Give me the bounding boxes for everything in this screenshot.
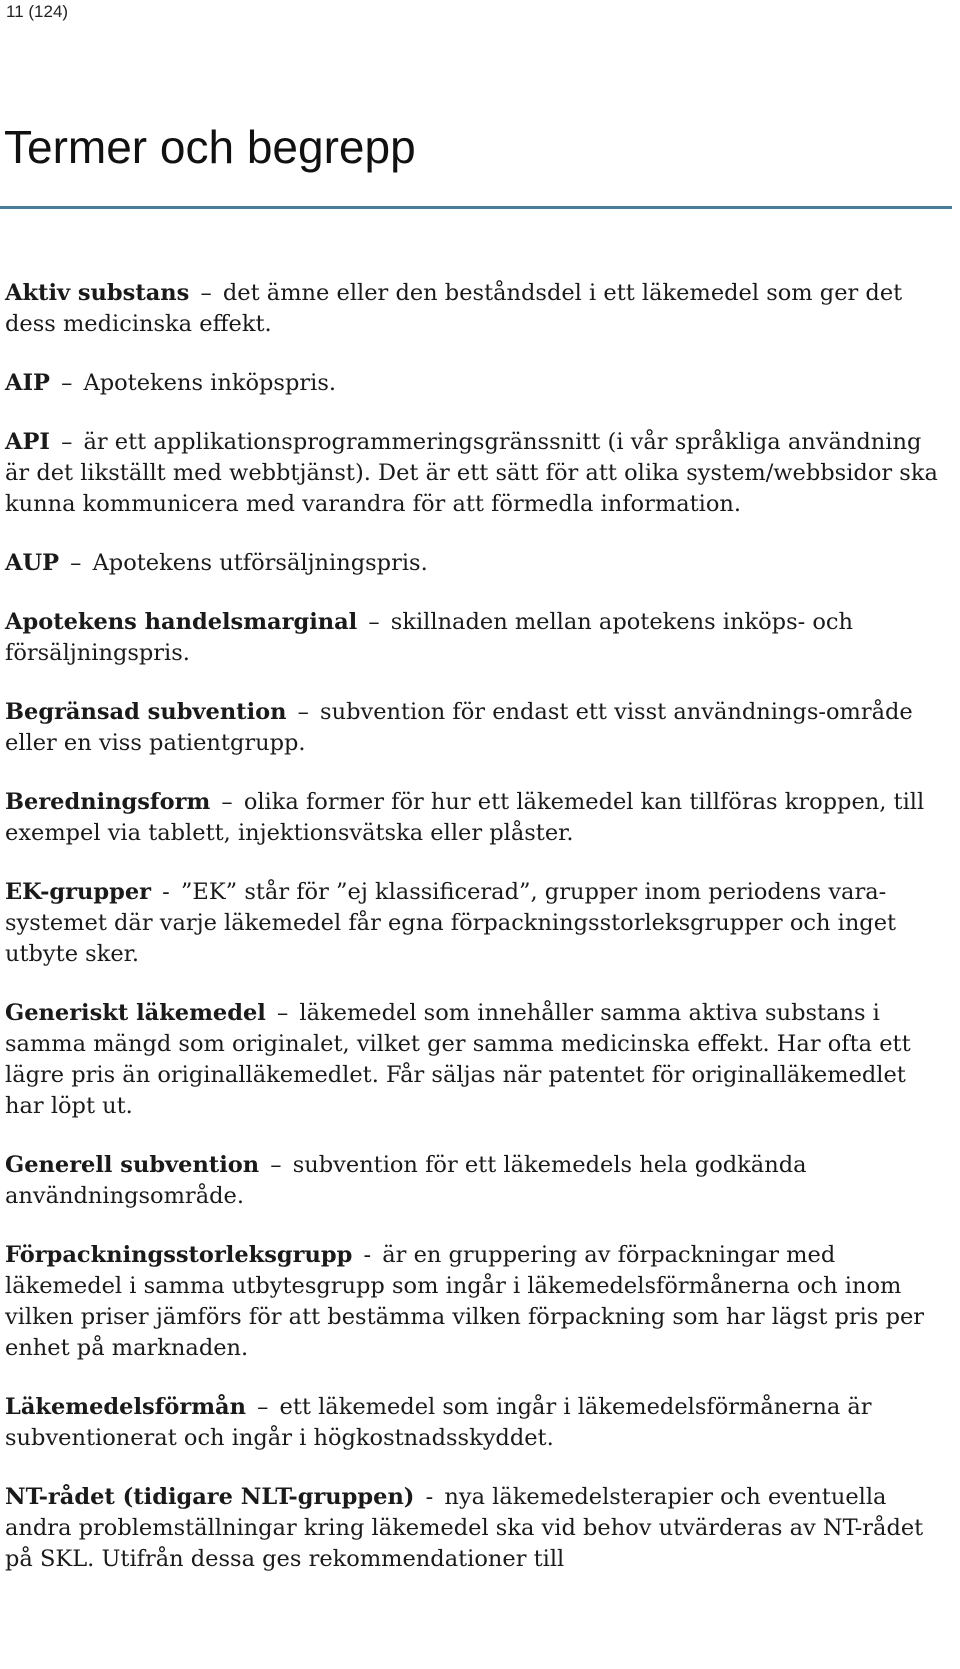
glossary-entry: [5, 548, 940, 579]
term-definition: ”EK” står för ”ej klassificerad”, grupper inom periodens vara-systemet där varje läkemedel får egna förpackningsstorleksgrupper och inget utbyte sker.: [5, 879, 897, 967]
term-separator: –: [200, 280, 212, 306]
term-name: Apotekens handelsmarginal: [5, 609, 358, 635]
term-definition: ett läkemedel som ingår i läkemedelsförmånerna är subventionerat och ingår i högkostnadsskyddet.: [5, 1394, 872, 1451]
glossary-entry: [5, 1482, 940, 1575]
term-separator: –: [221, 789, 233, 815]
term-definition: subvention för ett läkemedels hela godkända användningsområde.: [5, 1152, 807, 1209]
glossary-entry: [5, 607, 940, 669]
term-definition: skillnaden mellan apotekens inköps- och försäljningspris.: [5, 609, 854, 666]
glossary-entry: [5, 427, 940, 520]
title-divider: [0, 206, 952, 209]
glossary-entry: [5, 368, 940, 399]
term-separator: –: [270, 1152, 282, 1178]
glossary-entry: [5, 1240, 940, 1364]
term-separator: –: [277, 1000, 289, 1026]
term-name: AIP: [5, 370, 50, 396]
term-definition: är ett applikationsprogrammeringsgränssnitt (i vår språkliga användning är det likställt med webbtjänst). Det är ett sätt för att olika system/webbsidor ska kunna kommunicera med varandra för att förmedla information.: [5, 429, 938, 517]
term-name: EK-grupper: [5, 879, 151, 905]
glossary-entry: [5, 787, 940, 849]
term-separator: –: [61, 429, 73, 455]
term-name: API: [5, 429, 50, 455]
term-name: Läkemedelsförmån: [5, 1394, 246, 1420]
term-definition: olika former för hur ett läkemedel kan tillföras kroppen, till exempel via tablett, injektionsvätska eller plåster.: [5, 789, 925, 846]
term-definition: Apotekens utförsäljningspris.: [92, 550, 428, 576]
term-separator: -: [162, 879, 170, 905]
glossary-entry: [5, 278, 940, 340]
term-name: NT-rådet (tidigare NLT-gruppen): [5, 1484, 415, 1510]
term-name: Begränsad subvention: [5, 699, 287, 725]
page-title: Termer och begrepp: [4, 121, 416, 173]
term-definition: subvention för endast ett visst användnings-område eller en viss patientgrupp.: [5, 699, 913, 756]
term-name: Generiskt läkemedel: [5, 1000, 266, 1026]
term-separator: –: [61, 370, 73, 396]
glossary-entry: [5, 1150, 940, 1212]
term-separator: -: [425, 1484, 434, 1510]
term-name: Förpackningsstorleksgrupp: [5, 1242, 353, 1268]
term-separator: –: [297, 699, 309, 725]
term-definition: det ämne eller den beståndsdel i ett läkemedel som ger det dess medicinska effekt.: [5, 280, 903, 337]
term-list: [5, 278, 940, 1603]
term-separator: –: [368, 609, 380, 635]
term-name: Aktiv substans: [5, 280, 190, 306]
term-separator: -: [363, 1242, 372, 1268]
term-definition: är en gruppering av förpackningar med läkemedel i samma utbytesgrupp som ingår i läkemedelsförmånerna och inom vilken priser jämförs för att bestämma vilken förpackning som har lägst pris per enhet på marknaden.: [5, 1242, 925, 1361]
term-name: Beredningsform: [5, 789, 211, 815]
glossary-entry: [5, 1392, 940, 1454]
term-definition: Apotekens inköpspris.: [83, 370, 337, 396]
term-separator: –: [257, 1394, 269, 1420]
term-name: Generell subvention: [5, 1152, 260, 1178]
term-separator: –: [70, 550, 82, 576]
term-name: AUP: [5, 550, 59, 576]
page-number: 11 (124): [6, 2, 69, 21]
glossary-entry: [5, 877, 940, 970]
glossary-entry: [5, 998, 940, 1122]
term-definition: läkemedel som innehåller samma aktiva substans i samma mängd som originalet, vilket ger samma medicinska effekt. Har ofta ett lägre pris än originalläkemedlet. Får säljas när patentet för originalläkemedlet har löpt ut.: [5, 1000, 911, 1119]
term-definition: nya läkemedelsterapier och eventuella andra problemställningar kring läkemedel ska vid behov utvärderas av NT-rådet på SKL. Utifrån dessa ges rekommendationer till: [5, 1484, 924, 1572]
glossary-entry: [5, 697, 940, 759]
